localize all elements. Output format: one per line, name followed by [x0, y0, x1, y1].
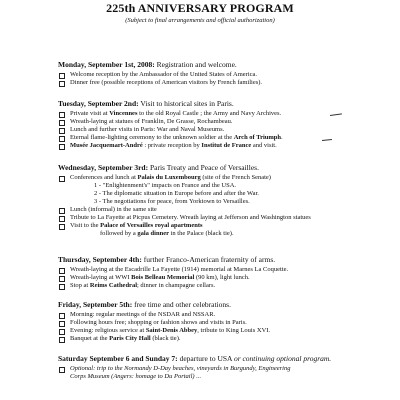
day-heading: Thursday, September 4th: [58, 255, 142, 264]
checkbox-icon [59, 208, 65, 214]
checkbox-icon [59, 313, 65, 319]
sub-item: 3 - The negotiations for peace, from Yorktown to Versailles. [94, 198, 250, 205]
section-weekend [58, 354, 398, 381]
day-heading: Monday, September 1st, 2008: [58, 60, 155, 69]
tuesday-items [58, 110, 398, 150]
section-title-thursday [58, 255, 398, 264]
checkbox-icon [59, 81, 65, 87]
checkbox-icon [59, 136, 65, 142]
day-theme: free time and other celebrations. [132, 300, 231, 309]
section-title-weekend [58, 354, 398, 363]
list-item: Following hours free; shopping or fashion shows and visits in Paris. [58, 319, 398, 327]
list-item: Conferences and lunch at Palais du Luxembourg (site of the French Senate) [58, 174, 398, 182]
day-theme: departure to USA [177, 354, 234, 363]
continuation-line: followed by a gala dinner in the Palace (black tie). [100, 230, 234, 237]
section-monday [58, 60, 398, 87]
day-theme: Visit to historical sites in Paris. [138, 99, 234, 108]
day-theme: Registration and welcome. [154, 60, 237, 69]
list-item: Private visit at Vincennes to the old Royal Castle ; the Army and Navy Archives. [58, 110, 398, 118]
section-title-wednesday [58, 163, 398, 172]
section-title-tuesday [58, 99, 398, 108]
list-item: Banquet at the Paris City Hall (black tie). [58, 335, 398, 343]
checkbox-icon [59, 128, 65, 134]
checkbox-icon [59, 144, 65, 150]
list-item: Tribute to La Fayette at Picpus Cemetery. Wreath laying at Jefferson and Washington statues [58, 214, 398, 222]
checkbox-icon [59, 176, 65, 182]
section-wednesday [58, 163, 398, 238]
day-theme: further Franco-American fraternity of arms. [141, 255, 276, 264]
list-item: Welcome reception by the Ambassador of the United States of America. [58, 71, 398, 79]
list-item: Dinner free (possible receptions of American visitors by French families). [58, 79, 398, 87]
checkbox-icon [59, 224, 65, 230]
list-item: Stop at Reims Cathedral; dinner in champagne cellars. [58, 282, 398, 290]
list-item: Wreath-laying at the Escadrille La Fayette (1914) memorial at Marnes La Coquette. [58, 266, 398, 274]
day-heading: Wednesday, September 3rd: [58, 163, 149, 172]
list-item: Morning: regular meetings of the NSDAR and NSSAR. [58, 311, 398, 319]
checkbox-icon [59, 337, 65, 343]
continuation-line: Corps Museum (Angers: homage to Du Portail) ... [70, 373, 202, 380]
day-heading: Friday, September 5th: [58, 300, 133, 309]
checkbox-icon [59, 216, 65, 222]
checkbox-icon [59, 73, 65, 79]
checkbox-icon [59, 284, 65, 290]
list-item: Visit to the Palace of Versailles royal apartments [58, 222, 398, 230]
day-theme: Paris Treaty and Peace of Versailles. [148, 163, 259, 172]
document-subtitle: (Subject to final arrangements and official authorization) [125, 17, 275, 24]
section-thursday [58, 255, 398, 290]
section-title-monday [58, 60, 398, 69]
section-title-friday [58, 300, 398, 309]
list-item: Wreath-laying at WWI Bois Belleau Memorial (90 km), light lunch. [58, 274, 398, 282]
checkbox-icon [59, 321, 65, 327]
day-theme-optional: or continuing optional program. [233, 354, 332, 363]
thursday-items [58, 266, 398, 290]
wednesday-items [58, 174, 398, 238]
document-title: 225th ANNIVERSARY PROGRAM [106, 1, 294, 15]
checkbox-icon [59, 367, 65, 373]
section-friday [58, 300, 398, 343]
list-item: Musée Jacquemart-André : private reception by Institut de France and visit. [58, 142, 398, 150]
list-item: Eternal flame-lighting ceremony to the unknown soldier at the Arch of Triumph. [58, 134, 398, 142]
list-item: Wreath-laying at statues of Franklin, De Grasse, Rochambeau. [58, 118, 398, 126]
sub-item: 1 - "Enlightenment's" impacts on France and the USA. [94, 182, 237, 189]
weekend-items [58, 365, 398, 381]
checkbox-icon [59, 112, 65, 118]
sub-item: 2 - The diplomatic situation in Europe before and after the War. [94, 190, 259, 197]
list-item: Optional: trip to the Normandy D-Day beaches, vineyards in Burgundy, Engineering [58, 365, 398, 373]
list-item: Evening: religious service at Saint-Denis Abbey, tribute to King Louis XVI. [58, 327, 398, 335]
day-heading: Saturday September 6 and Sunday 7: [58, 354, 178, 363]
day-heading: Tuesday, September 2nd: [58, 99, 139, 108]
checkbox-icon [59, 268, 65, 274]
section-tuesday [58, 99, 398, 150]
checkbox-icon [59, 120, 65, 126]
checkbox-icon [59, 276, 65, 282]
list-item: Lunch (informal) in the same site [58, 206, 398, 214]
friday-items [58, 311, 398, 343]
monday-items [58, 71, 398, 87]
list-item: Lunch and further visits in Paris: War and Naval Museums. [58, 126, 398, 134]
checkbox-icon [59, 329, 65, 335]
